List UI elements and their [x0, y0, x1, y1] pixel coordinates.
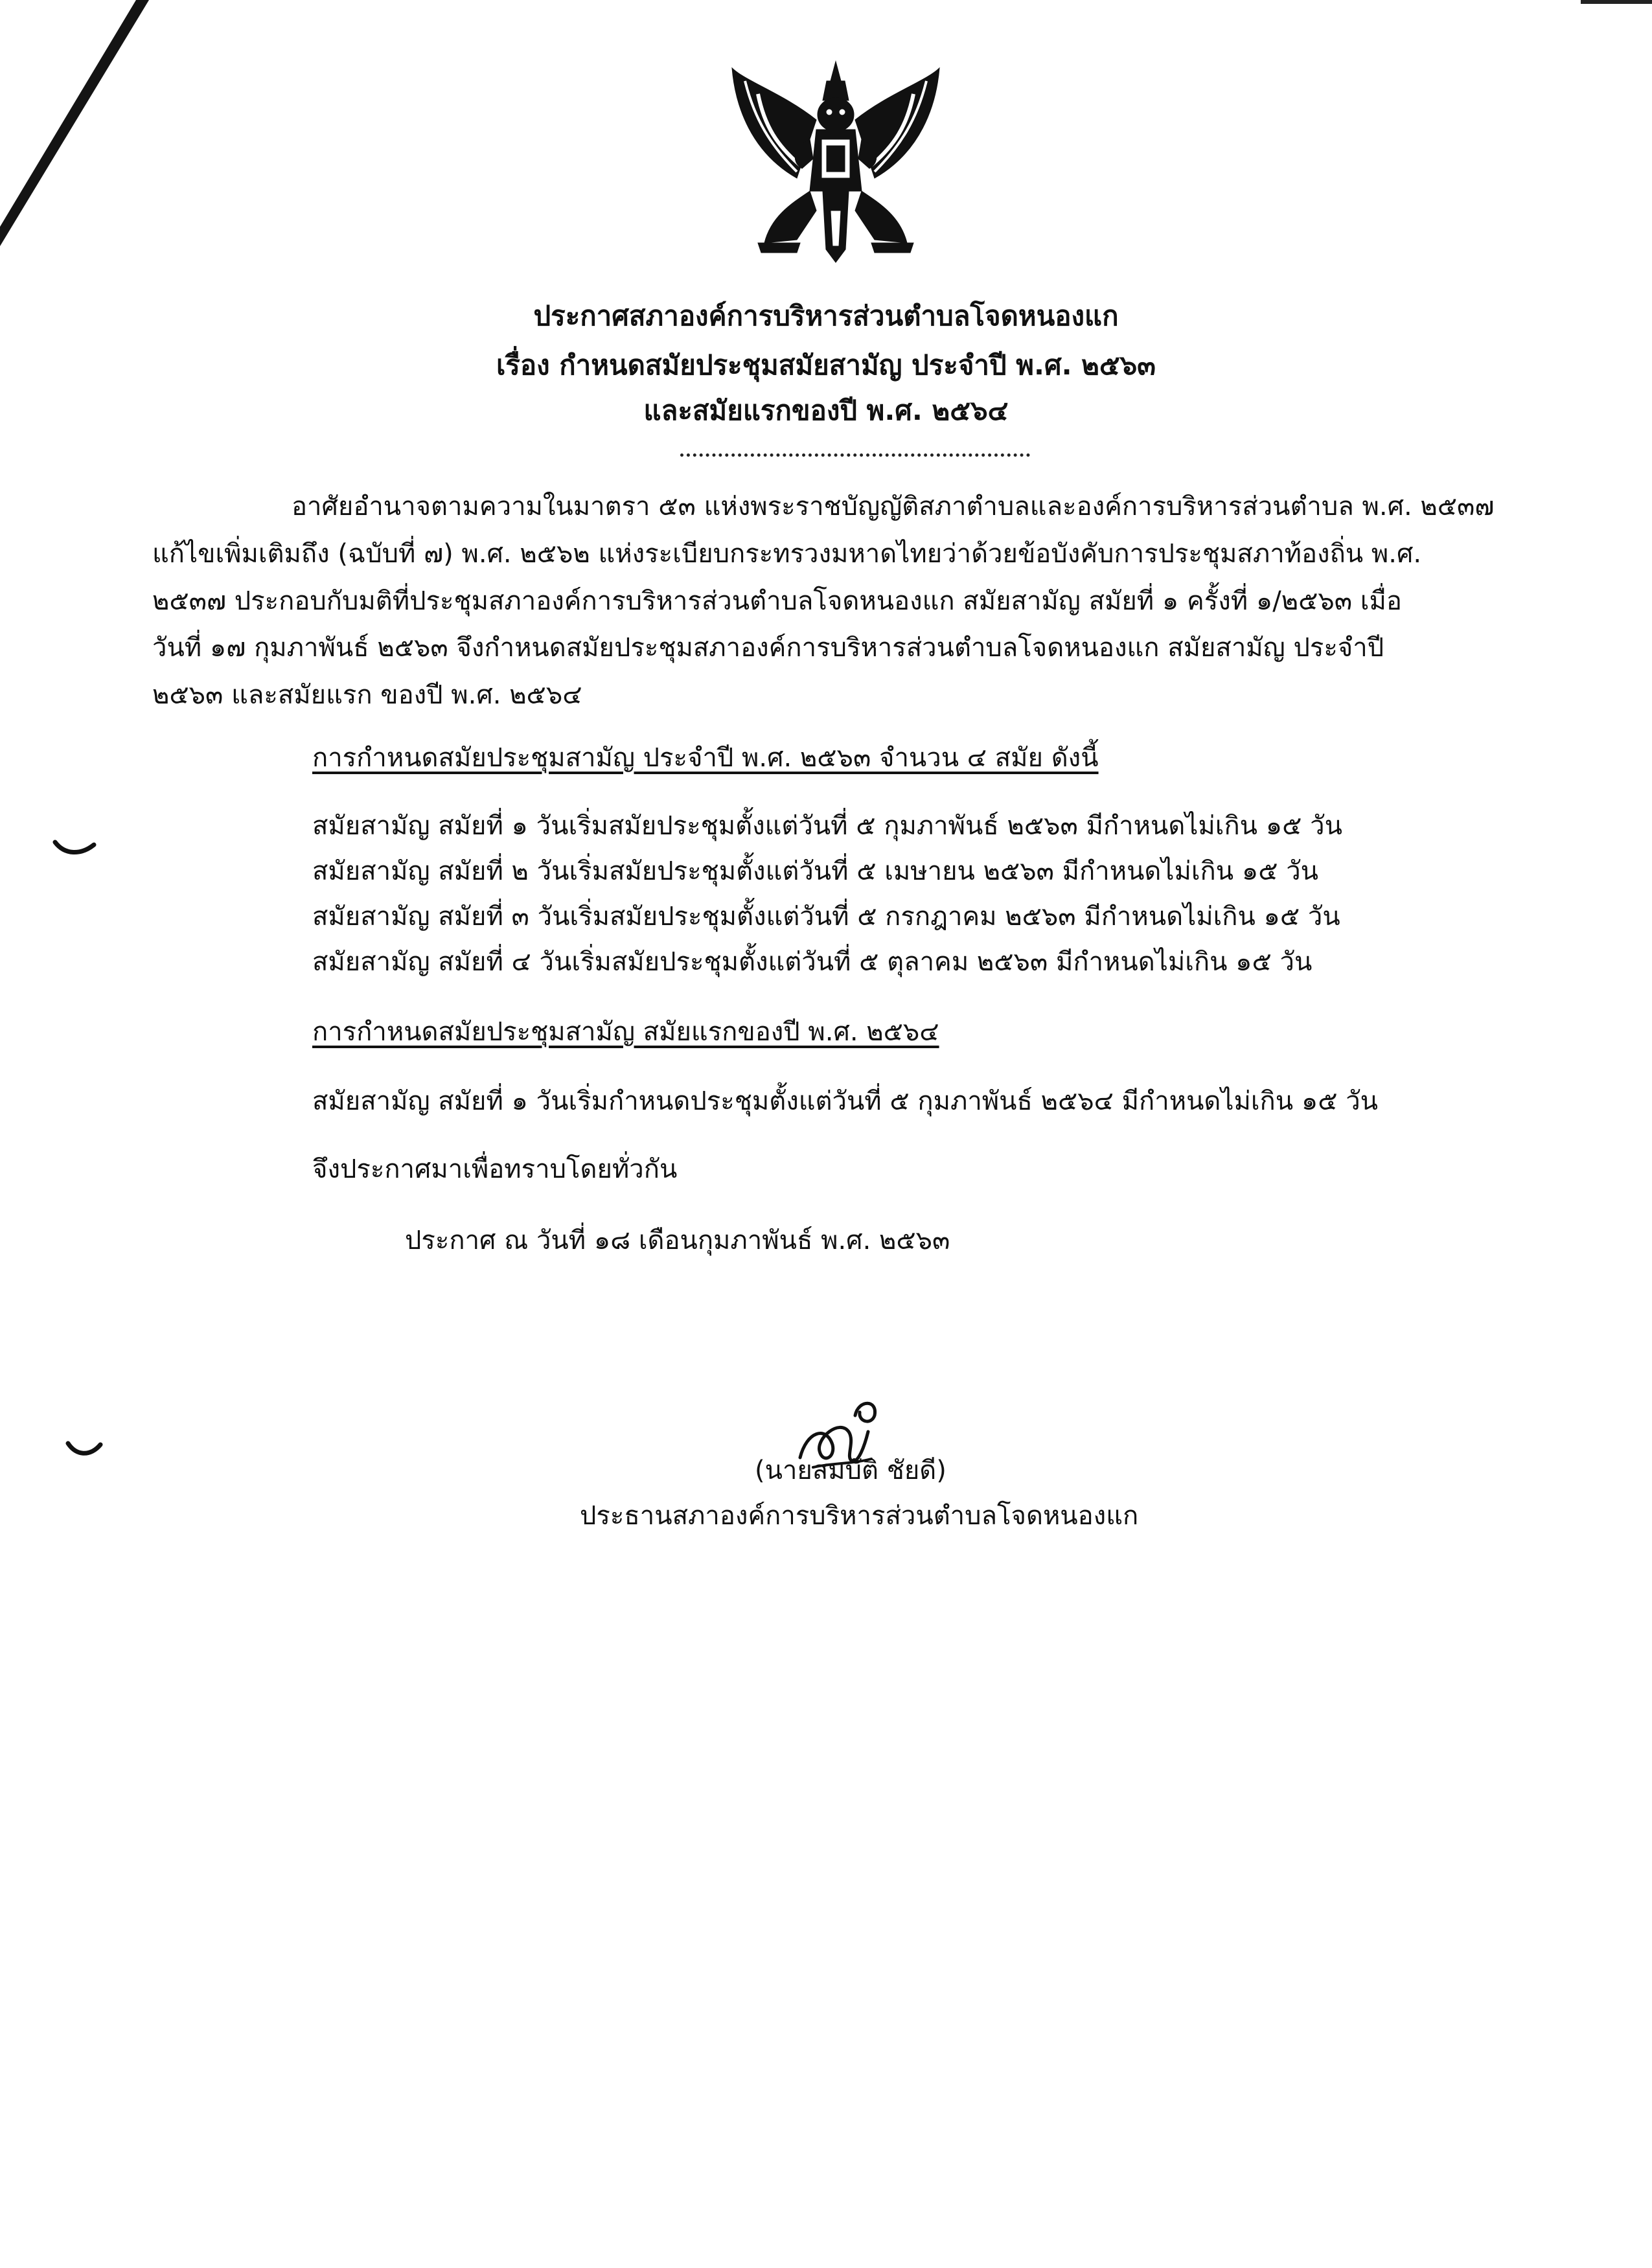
scan-page-corner-inner: [0, 0, 136, 227]
signatory-name: (นายสมบัติ ชัยดี): [755, 1456, 946, 1485]
session-row: สมัยสามัญ สมัยที่ ๒ วันเริ่มสมัยประชุมตั้งแต่วันที่ ๕ เมษายน ๒๕๖๓ มีกำหนดไม่เกิน ๑๕ วัน: [312, 856, 1319, 886]
announcement-title: ประกาศสภาองค์การบริหารส่วนตำบลโจดหนองแก: [533, 300, 1119, 332]
scan-edge-line: [1581, 0, 1652, 4]
section-heading-2564: การกำหนดสมัยประชุมสามัญ สมัยแรกของปี พ.ศ. ๒๕๖๔: [312, 1017, 939, 1047]
session-row: สมัยสามัญ สมัยที่ ๑ วันเริ่มกำหนดประชุมตั้งแต่วันที่ ๕ กุมภาพันธ์ ๒๕๖๔ มีกำหนดไม่เกิน ๑๕ วัน: [312, 1086, 1378, 1116]
paragraph-line-5: ๒๕๖๓ และสมัยแรก ของปี พ.ศ. ๒๕๖๔: [152, 680, 582, 710]
paragraph-line-4: วันที่ ๑๗ กุมภาพันธ์ ๒๕๖๓ จึงกำหนดสมัยประชุมสภาองค์การบริหารส่วนตำบลโจดหนองแก สมัยสามัญ ประจำปี: [152, 633, 1384, 663]
garuda-emblem: [719, 55, 952, 269]
announcement-subject: เรื่อง กำหนดสมัยประชุมสมัยสามัญ ประจำปี พ.ศ. ๒๕๖๓: [496, 349, 1156, 381]
paragraph-line-1: อาศัยอำนาจตามความในมาตรา ๕๓ แห่งพระราชบัญญัติสภาตำบลและองค์การบริหารส่วนตำบล พ.ศ. ๒๕๓๗: [292, 492, 1495, 521]
paragraph-line-3: ๒๕๓๗ ประกอบกับมติที่ประชุมสภาองค์การบริหารส่วนตำบลโจดหนองแก สมัยสามัญ สมัยที่ ๑ ครั้งที่ ๑/๒๕๖๓ เมื่อ: [152, 586, 1402, 616]
paragraph-line-2: แก้ไขเพิ่มเติมถึง (ฉบับที่ ๗) พ.ศ. ๒๕๖๒ แห่งระเบียบกระทรวงมหาดไทยว่าด้วยข้อบังคับการประชุมสภาท้องถิ่น พ.ศ.: [152, 539, 1422, 569]
title-divider: [680, 453, 1030, 457]
section-heading-2563: การกำหนดสมัยประชุมสามัญ ประจำปี พ.ศ. ๒๕๖๓ จำนวน ๔ สมัย ดังนี้: [312, 743, 1099, 773]
session-row: สมัยสามัญ สมัยที่ ๔ วันเริ่มสมัยประชุมตั้งแต่วันที่ ๕ ตุลาคม ๒๕๖๓ มีกำหนดไม่เกิน ๑๕ วัน: [312, 947, 1313, 977]
announcement-subject-continued: และสมัยแรกของปี พ.ศ. ๒๕๖๔: [643, 395, 1009, 426]
session-row: สมัยสามัญ สมัยที่ ๓ วันเริ่มสมัยประชุมตั้งแต่วันที่ ๕ กรกฎาคม ๒๕๖๓ มีกำหนดไม่เกิน ๑๕ วัน: [312, 902, 1340, 932]
closing-statement: จึงประกาศมาเพื่อทราบโดยทั่วกัน: [312, 1154, 678, 1184]
scan-mark: [65, 1438, 104, 1464]
signatory-position: ประธานสภาองค์การบริหารส่วนตำบลโจดหนองแก: [580, 1501, 1139, 1531]
scan-mark: [52, 836, 97, 862]
session-row: สมัยสามัญ สมัยที่ ๑ วันเริ่มสมัยประชุมตั้งแต่วันที่ ๕ กุมภาพันธ์ ๒๕๖๓ มีกำหนดไม่เกิน ๑๕ วัน: [312, 811, 1342, 841]
announcement-date: ประกาศ ณ วันที่ ๑๘ เดือนกุมภาพันธ์ พ.ศ. ๒๕๖๓: [405, 1226, 950, 1255]
